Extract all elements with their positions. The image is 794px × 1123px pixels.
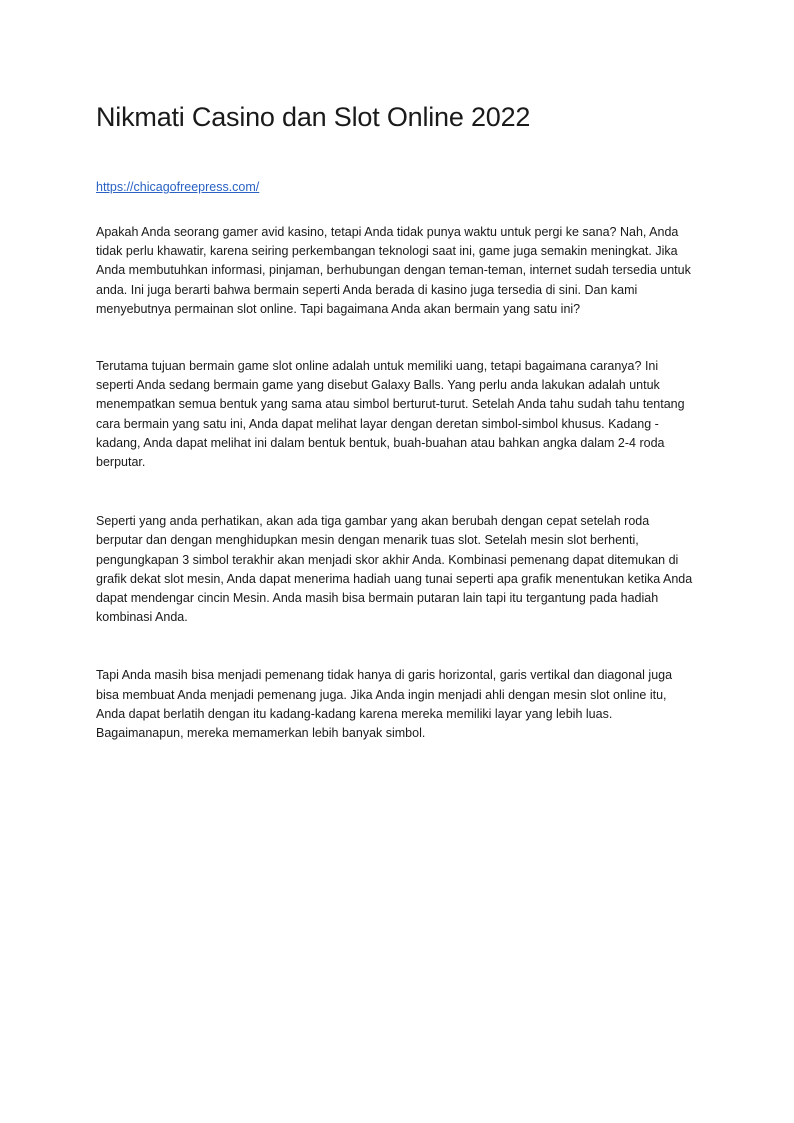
paragraph-4: Tapi Anda masih bisa menjadi pemenang tidak hanya di garis horizontal, garis vertikal dan diagonal juga bisa membuat Anda menjadi pemenang juga. Jika Anda ingin menjadi ahli dengan mesin slot online itu, Anda dapat berlatih dengan itu kadang-kadang karena mereka memiliki layar yang lebih luas. Bagaimanapun, mereka memamerkan lebih banyak simbol.: [96, 668, 673, 741]
source-link[interactable]: https://chicagofreepress.com/: [96, 180, 260, 194]
page-title: Nikmati Casino dan Slot Online 2022: [96, 102, 531, 132]
paragraph-2: Terutama tujuan bermain game slot online adalah untuk memiliki uang, tetapi bagaimana caranya? Ini seperti Anda sedang bermain game yang disebut Galaxy Balls. Yang perlu anda lakukan adalah untuk menempatkan semua bentuk yang sama atau simbol berturut-turut. Setelah Anda tahu sudah tahu tentang cara bermain yang satu ini, Anda dapat melihat layar dengan deretan simbol-simbol khusus. Kadang - kadang, Anda dapat melihat ini dalam bentuk bentuk, buah-buahan atau bahkan angka dalam 2-4 roda berputar.: [96, 359, 685, 470]
document-page: [96, 100, 698, 743]
paragraph-1: Apakah Anda seorang gamer avid kasino, tetapi Anda tidak punya waktu untuk pergi ke sana? Nah, Anda tidak perlu khawatir, karena seiring perkembangan teknologi saat ini, game juga semakin meningkat. Jika Anda membutuhkan informasi, pinjaman, berhubungan dengan teman-teman, internet sudah tersedia untuk anda. Ini juga berarti bahwa bermain seperti Anda berada di kasino juga tersedia di sini. Dan kami menyebutnya permainan slot online. Tapi bagaimana Anda akan bermain yang satu ini?: [96, 225, 691, 316]
paragraph-3: Seperti yang anda perhatikan, akan ada tiga gambar yang akan berubah dengan cepat setelah roda berputar dan dengan menghidupkan mesin dengan menarik tuas slot. Setelah mesin slot berhenti, pengungkapan 3 simbol terakhir akan menjadi skor akhir Anda. Kombinasi pemenang dapat ditemukan di grafik dekat slot mesin, Anda dapat menerima hadiah uang tunai seperti apa grafik menentukan ketika Anda dapat mendengar cincin Mesin. Anda masih bisa bermain putaran lain tapi itu tergantung pada hadiah kombinasi Anda.: [96, 514, 693, 625]
